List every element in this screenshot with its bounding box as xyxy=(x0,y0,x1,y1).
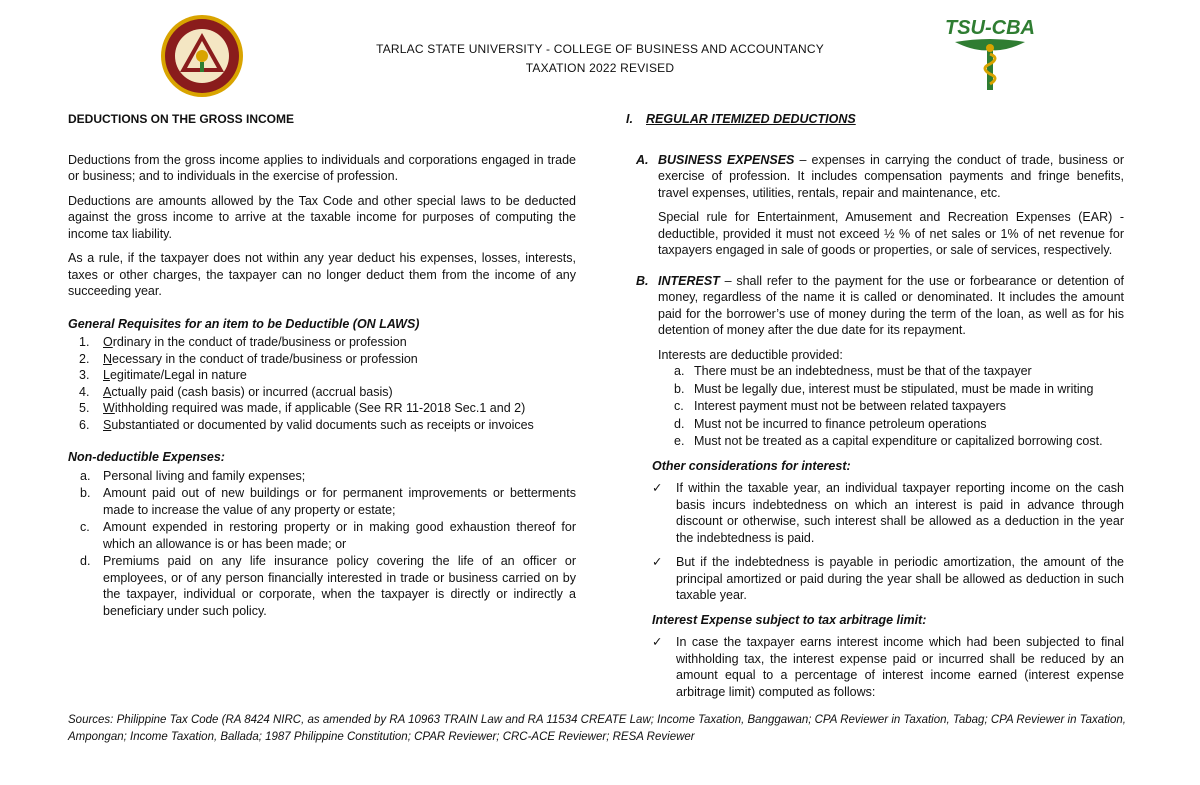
interest-section: B. INTEREST – shall refer to the payment for the use or forbearance or detention of money, regardless of the name it is called or denominated. It includes the amount paid for the borrower’s use of money during the term of the loan, as well as for his detention of money after the due date for its repayment. xyxy=(636,273,1124,337)
arbitrage-title: Interest Expense subject to tax arbitrage limit: xyxy=(652,612,927,627)
paragraph: Deductions are amounts allowed by the Tax Code and other special laws to be deducted against the gross income to arrive at the taxable income for purposes of computing the income tax liability. xyxy=(68,193,576,241)
nondeductible-list xyxy=(68,468,576,620)
list-item: d. Must not be incurred to finance petroleum operations xyxy=(674,416,987,431)
paragraph: Deductions from the gross income applies to individuals and corporations engaged in trade or business; and to individuals in the exercise of profession. xyxy=(68,152,576,183)
list-item: ✓ In case the taxpayer earns interest income which had been subjected to final withholding tax, the interest expense paid or incurred shall be reduced by an amount equal to a percentage of interest income earned (interest expense arbitrage limit) computed as follows: xyxy=(652,635,1124,699)
interest-conditions-list xyxy=(626,363,1124,450)
paragraph: As a rule, if the taxpayer does not within any year deduct his expenses, losses, interests, taxes or other charges, the taxpayer can no longer deduct them from the income of any succeeding year. xyxy=(68,251,576,298)
interest-provided-label: Interests are deductible provided: xyxy=(658,347,843,362)
list-item: a. Personal living and family expenses; xyxy=(80,468,306,483)
header-institution: TARLAC STATE UNIVERSITY - COLLEGE OF BUSINESS AND ACCOUNTANCY xyxy=(376,42,824,56)
checkmark-icon: ✓ xyxy=(652,635,663,649)
list-item: ✓ If within the taxable year, an individual taxpayer reporting income on the cash basis incurs indebtedness on which an interest is paid in advance through discount or otherwise, such interest shall be allowed as a deduction in the year the indebtedness is paid. xyxy=(652,481,1124,545)
list-item: ✓ But if the indebtedness is payable in periodic amortization, the amount of the principal amortized or paid during the year shall be allowed as deduction in such taxable year. xyxy=(652,555,1124,602)
sources-footer: Sources: Philippine Tax Code (RA 8424 NIRC, as amended by RA 10963 TRAIN Law and RA 11534 CREATE Law; Income Taxation, Banggawan; CPA Reviewer in Taxation, Tabag; CPA Reviewer in Taxation, Ampongan; Income Taxation, Ballada; 1987 Philippine Constitution; CPAR Reviewer; CRC-ACE Reviewer; RESA Reviewer xyxy=(68,714,1126,743)
list-item: 5. Withholding required was made, if applicable (See RR 11-2018 Sec.1 and 2) xyxy=(79,401,526,415)
tsu-cba-logo-text: TSU-CBA xyxy=(945,17,1035,39)
list-item: 3. Legitimate/Legal in nature xyxy=(79,368,247,382)
checkmark-icon: ✓ xyxy=(652,481,663,495)
left-column xyxy=(68,111,576,620)
regular-deductions-heading: I. REGULAR ITEMIZED DEDUCTIONS xyxy=(626,112,856,126)
other-considerations-title: Other considerations for interest: xyxy=(652,458,851,473)
list-item: c. Amount expended in restoring property or in making good exhaustion thereof for which an allowance is or has been made; or xyxy=(80,520,576,551)
list-item: c. Interest payment must not be between related taxpayers xyxy=(674,399,1006,413)
nondeductible-title: Non-deductible Expenses: xyxy=(68,450,225,464)
list-item: 1. Ordinary in the conduct of trade/business or profession xyxy=(79,335,407,349)
ear-special-rule: Special rule for Entertainment, Amusement and Recreation Expenses (EAR) - deductible, provided it must not exceed ½ % of net sales or 1% of net revenue for taxpayers engaged in sale of goods or properties, or sale of services, respectively. xyxy=(658,210,1124,257)
list-item: a. There must be an indebtedness, must be that of the taxpayer xyxy=(674,364,1032,378)
list-item: 4. Actually paid (cash basis) or incurred (accrual basis) xyxy=(79,384,393,399)
header-subject: TAXATION 2022 REVISED xyxy=(525,61,675,75)
section-heading: DEDUCTIONS ON THE GROSS INCOME xyxy=(68,112,295,126)
list-item: b. Must be legally due, interest must be stipulated, must be made in writing xyxy=(674,381,1094,396)
right-column xyxy=(626,111,1124,708)
list-item: 2. Necessary in the conduct of trade/business or profession xyxy=(79,351,418,366)
list-item: e. Must not be treated as a capital expenditure or capitalized borrowing cost. xyxy=(674,434,1103,448)
requisites-title: General Requisites for an item to be Deductible (ON LAWS) xyxy=(68,316,420,331)
list-item: b. Amount paid out of new buildings or for permanent improvements or betterments made to increase the value of any property or estate; xyxy=(80,486,576,517)
list-item: d. Premiums paid on any life insurance policy covering the life of an officer or employees, or of any person financially interested in trade or business carried on by the taxpayer, individual or corporate, when the taxpayer is directly or indirectly a beneficiary under such policy. xyxy=(80,554,576,618)
list-item: 6. Substantiated or documented by valid documents such as receipts or invoices xyxy=(79,417,534,432)
requisites-list xyxy=(68,334,576,433)
checkmark-icon: ✓ xyxy=(652,555,663,569)
document-header xyxy=(0,40,1200,78)
business-expenses-section: A. BUSINESS EXPENSES – expenses in carrying the conduct of trade, business or exercise of profession. It includes compensation payments and fringe benefits, travel expenses, utilities, rentals, repair and maintenance, etc. xyxy=(636,152,1124,200)
